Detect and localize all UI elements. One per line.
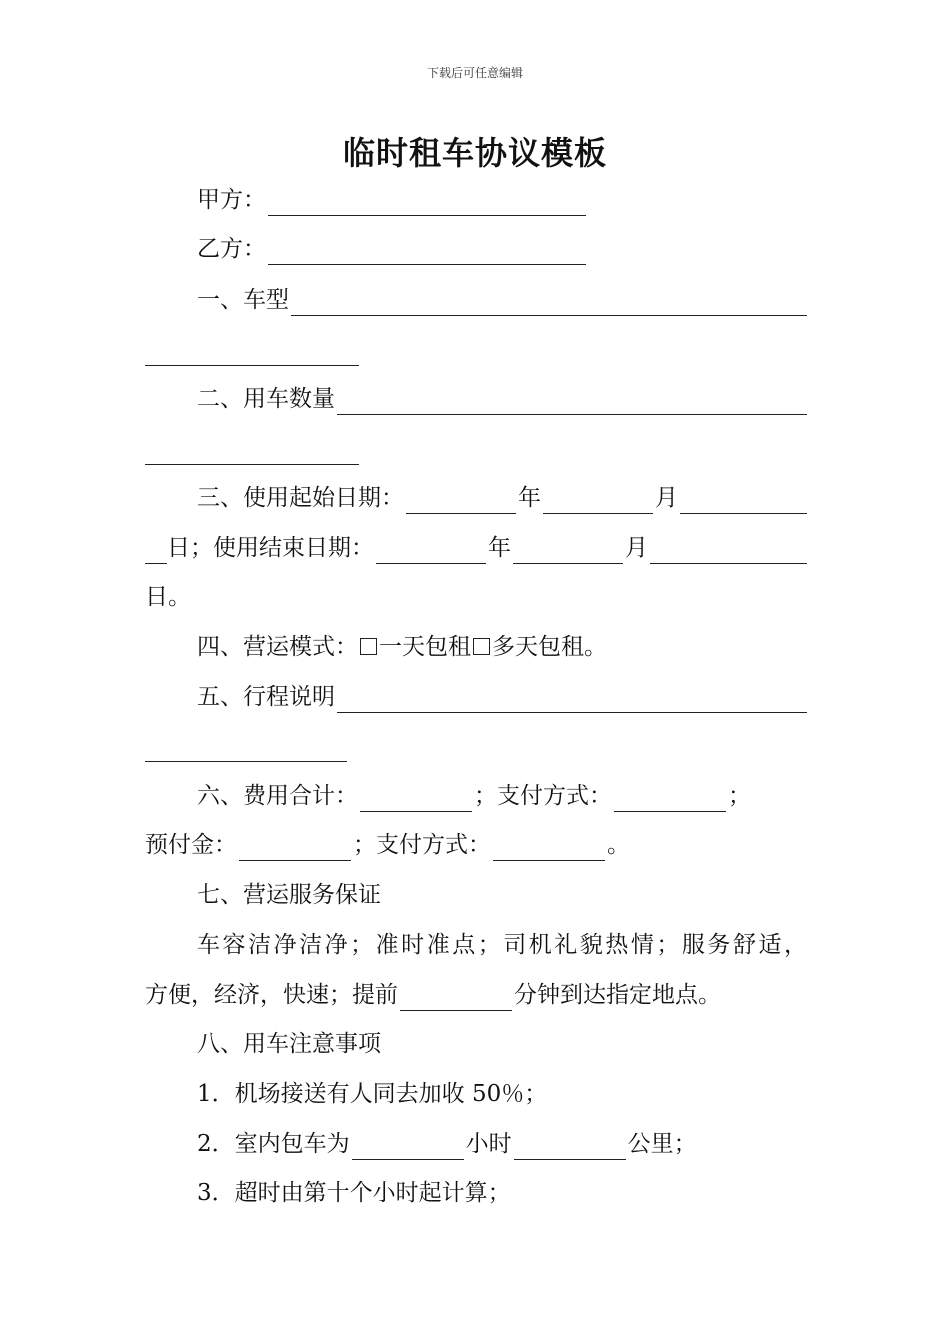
arrival-label: 分钟到达指定地点。 <box>514 982 721 1008</box>
start-day-blank[interactable] <box>680 491 807 514</box>
vehicle-count-blank-2[interactable] <box>145 442 359 465</box>
advance-label: 方便，经济，快速；提前 <box>145 982 398 1008</box>
end-month-blank[interactable] <box>513 541 623 564</box>
service-guarantee-text-2 <box>145 979 807 1011</box>
itinerary-line <box>197 681 807 713</box>
date-line-1 <box>197 482 807 514</box>
document-title: 临时租车协议模板 <box>342 134 607 172</box>
date-line-2 <box>145 532 807 564</box>
start-month-label: 月 <box>655 485 678 511</box>
party-a-blank[interactable] <box>268 193 586 216</box>
vehicle-type-label: 一、车型 <box>197 287 289 313</box>
start-date-label: 三、使用起始日期： <box>197 485 404 511</box>
hours-label: 小时 <box>465 1131 512 1157</box>
advance-minutes-blank[interactable] <box>400 988 512 1011</box>
fee-semicolon: ； <box>728 783 751 809</box>
end-year-blank[interactable] <box>376 541 486 564</box>
vehicle-count-line-2 <box>145 433 807 465</box>
service-guarantee-text-1: 车容洁净洁净；准时准点；司机礼貌热情；服务舒适， <box>197 932 807 958</box>
deposit-payment-blank[interactable] <box>493 838 605 861</box>
itinerary-line-2 <box>145 730 807 762</box>
party-a-label: 甲方： <box>197 187 266 213</box>
vehicle-type-blank-2[interactable] <box>145 343 359 366</box>
date-line-3: 日。 <box>145 584 191 610</box>
operation-mode-label: 四、营运模式： <box>197 634 358 660</box>
multi-day-checkbox[interactable] <box>473 638 490 655</box>
hours-blank[interactable] <box>352 1137 464 1160</box>
vehicle-count-blank[interactable] <box>337 392 807 415</box>
party-b-label: 乙方： <box>197 236 266 262</box>
party-a-line <box>197 184 807 216</box>
itinerary-label: 五、行程说明 <box>197 684 335 710</box>
notes-heading: 八、用车注意事项 <box>197 1031 381 1057</box>
deposit-end: 。 <box>607 832 630 858</box>
note-item-1: 1．机场接送有人同去加收 50％； <box>197 1081 548 1107</box>
vehicle-type-line-2 <box>145 334 807 366</box>
note-item-3: 3．超时由第十个小时起计算； <box>197 1180 511 1206</box>
vehicle-count-line <box>197 383 807 415</box>
payment-method-label: ；支付方式： <box>474 783 612 809</box>
itinerary-blank[interactable] <box>337 690 807 713</box>
kilometers-blank[interactable] <box>514 1137 626 1160</box>
start-year-blank[interactable] <box>406 491 516 514</box>
multi-day-label: 多天包租。 <box>492 634 607 660</box>
kilometers-label: 公里； <box>627 1131 697 1157</box>
deposit-line <box>145 829 807 861</box>
fee-line <box>197 780 807 812</box>
end-year-label: 年 <box>488 535 511 561</box>
vehicle-type-line <box>197 284 807 316</box>
one-day-checkbox[interactable] <box>360 638 377 655</box>
end-day-blank[interactable] <box>650 541 807 564</box>
vehicle-type-blank[interactable] <box>291 293 807 316</box>
page-header: 下载后可任意编辑 <box>426 66 523 80</box>
deposit-payment-label: ；支付方式： <box>353 832 491 858</box>
start-month-blank[interactable] <box>543 491 653 514</box>
start-year-label: 年 <box>518 485 541 511</box>
deposit-blank[interactable] <box>239 838 351 861</box>
note-item-2 <box>197 1128 807 1160</box>
operation-mode-line <box>197 631 807 663</box>
one-day-label: 一天包租 <box>379 634 471 660</box>
end-date-label: 日；使用结束日期： <box>167 535 374 561</box>
start-day-blank-2[interactable] <box>145 541 167 564</box>
deposit-label: 预付金： <box>145 832 237 858</box>
payment-method-blank[interactable] <box>614 789 726 812</box>
note-item-2-label: 2．室内包车为 <box>197 1131 350 1157</box>
fee-total-blank[interactable] <box>360 789 472 812</box>
service-guarantee-heading: 七、营运服务保证 <box>197 882 381 908</box>
vehicle-count-label: 二、用车数量 <box>197 386 335 412</box>
party-b-blank[interactable] <box>268 242 586 265</box>
party-b-line <box>197 233 807 265</box>
itinerary-blank-2[interactable] <box>145 739 347 762</box>
fee-total-label: 六、费用合计： <box>197 783 358 809</box>
end-month-label: 月 <box>625 535 648 561</box>
